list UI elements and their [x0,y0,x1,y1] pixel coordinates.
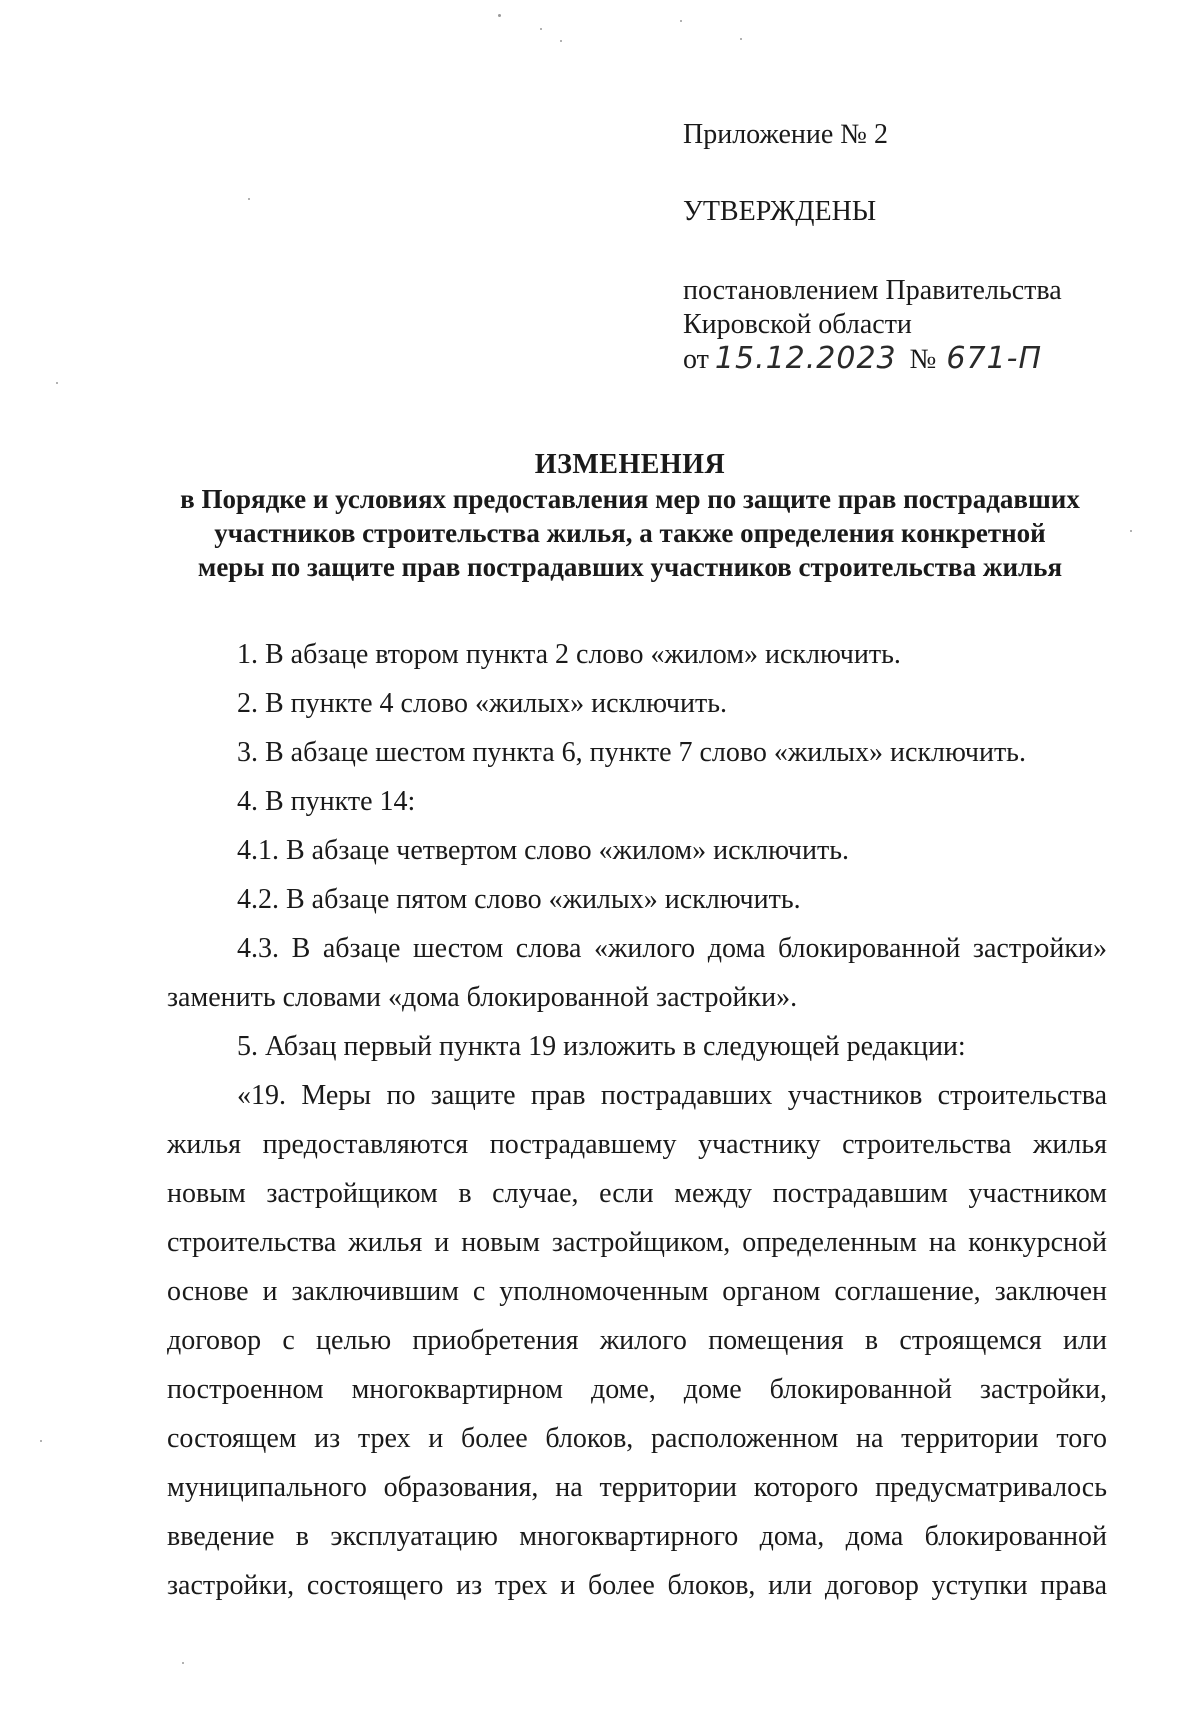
list-item: 4.3. В абзаце шестом слова «жилого дома блокированной застройки» заменить словами «дома блокированной застройки». [167,933,1107,1013]
document-body [167,630,1107,1610]
list-item: 5. Абзац первый пункта 19 изложить в следующей редакции: [237,1031,966,1062]
title-line-2: участников строительства жилья, а также определения конкретной [214,518,1046,548]
number-prefix: № [909,344,937,375]
appendix-number: Приложение № 2 [683,119,888,150]
list-item: 4. В пункте 14: [237,786,416,817]
scan-speck [740,38,742,40]
document-title [100,448,1160,584]
list-item: 4.2. В абзаце пятом слово «жилых» исключить. [237,884,801,915]
handwritten-date: 15.12.2023 [714,341,897,376]
date-prefix: от [683,344,709,375]
scan-speck [248,198,250,200]
scan-speck [1130,530,1132,532]
scan-speck [40,1440,42,1442]
list-item: 4.1. В абзаце четвертом слово «жилом» исключить. [237,835,849,866]
list-item: 2. В пункте 4 слово «жилых» исключить. [237,688,727,719]
list-item: 1. В абзаце втором пункта 2 слово «жилом» исключить. [237,639,901,670]
title-line-3: меры по защите прав пострадавших участников строительства жилья [197,552,1063,582]
scan-speck [680,20,682,22]
list-item: 3. В абзаце шестом пункта 6, пункте 7 слово «жилых» исключить. [237,737,1026,768]
scan-speck [560,40,562,42]
approval-block [683,118,1143,377]
approved-by-line1: постановлением Правительства [683,275,1062,306]
handwritten-number: 671-П [946,341,1043,376]
scan-speck [56,382,58,384]
date-number-line [683,342,1143,377]
scan-speck [540,28,542,30]
title-heading: ИЗМЕНЕНИЯ [534,449,726,480]
title-line-1: в Порядке и условиях предоставления мер по защите прав пострадавших [180,484,1080,514]
scan-speck [182,1662,184,1664]
approved-by-line2: Кировской области [683,309,912,340]
quoted-paragraph: «19. Меры по защите прав пострадавших участников строительства жилья предоставляются пострадавшему участнику строительства жилья новым застройщиком в случае, если между пострадавшим участником строительства жилья и новым застройщиком, определенным на конкурсной основе и заключившим с уполномоченным органом соглашение, заключен договор с целью приобретения жилого помещения в строящемся или построенном многоквартирном доме, доме блокированной застройки, состоящем из трех и более блоков, расположенном на территории того муниципального образования, на территории которого предусматривалось введение в эксплуатацию многоквартирного дома, дома блокированной застройки, состоящего из трех и более блоков, или договор уступки права [167,1080,1107,1601]
approved-label: УТВЕРЖДЕНЫ [683,196,877,227]
scan-speck [498,14,501,17]
